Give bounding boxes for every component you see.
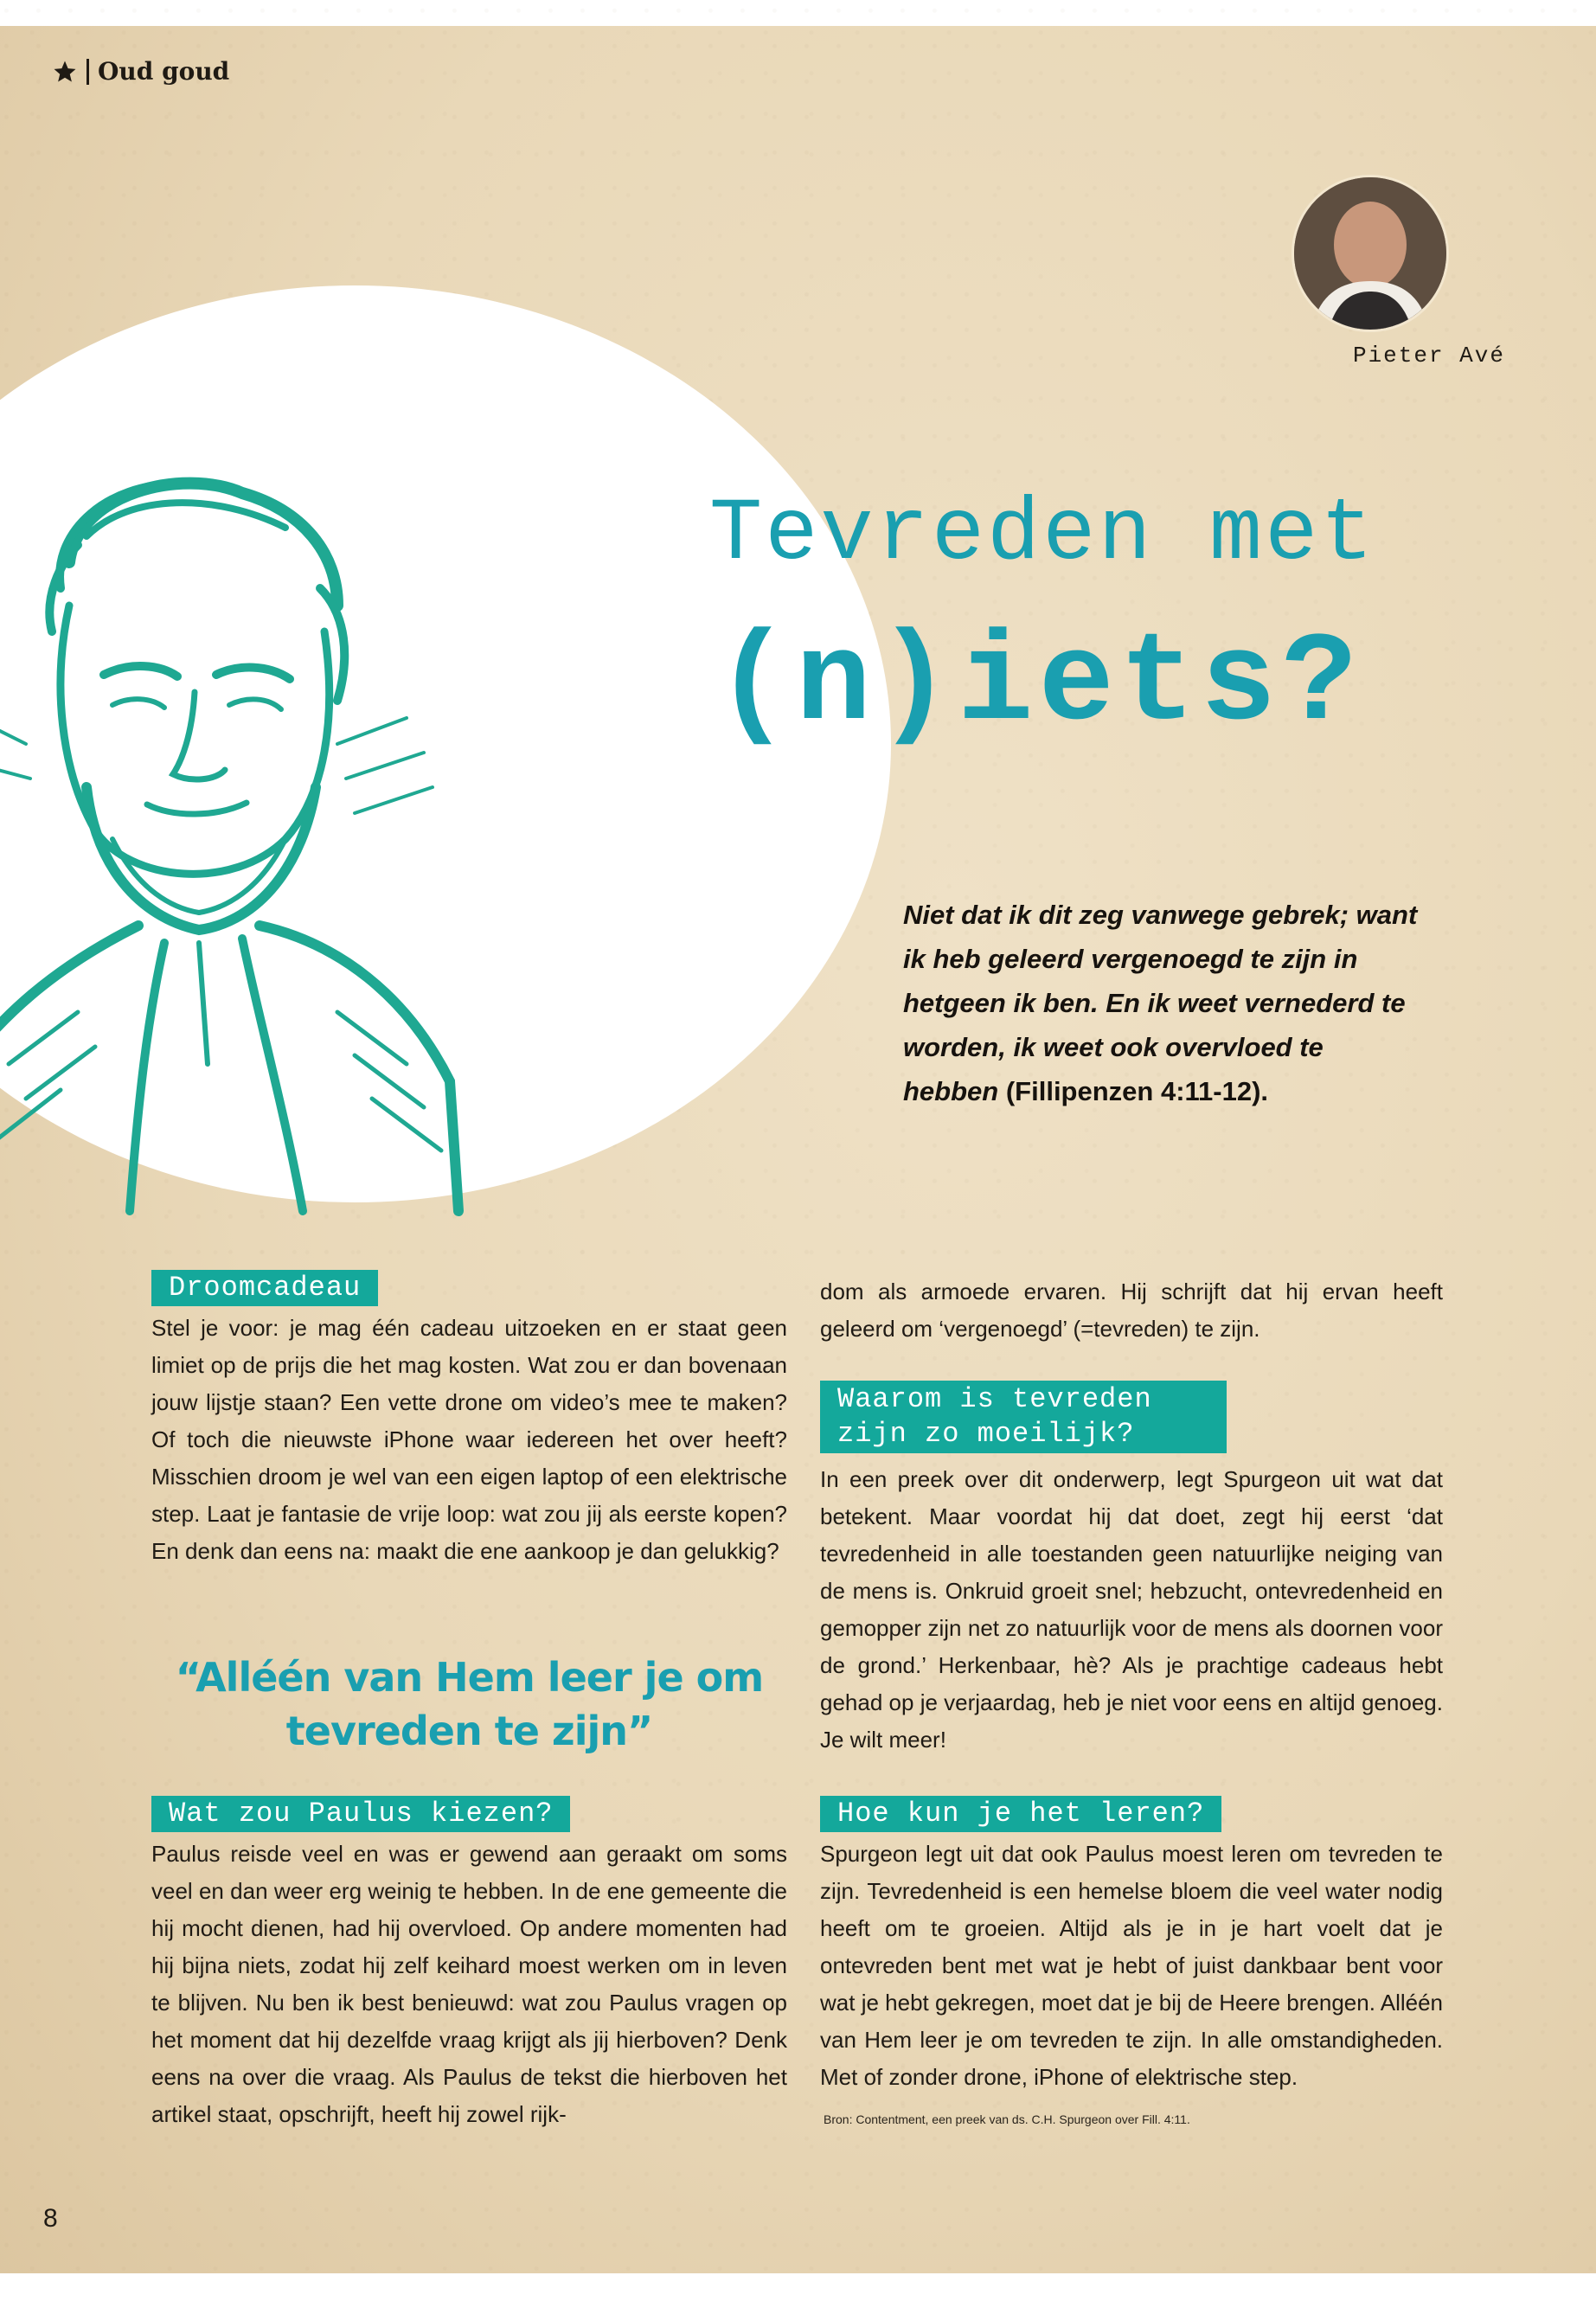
paragraph-paulus-continued: dom als armoede ervaren. Hij schrijft dat hij ervan heeft geleerd om ‘vergenoegd’ (=tevreden) te zijn.	[820, 1279, 1443, 1342]
top-margin	[0, 0, 1596, 26]
paragraph-droomcadeau: Stel je voor: je mag één cadeau uitzoeken en er staat geen limiet op de prijs die het mag kosten. Wat zou er dan bovenaan jouw lijstje staan? Een vette drone om video’s mee te maken? Of toch die nieuwste iPhone waar iedereen het over heeft? Misschien droom je wel van een eigen laptop of een elektrische step. Laat je fantasie de vrije loop: wat zou jij als eerste kopen? En denk dan eens na: maakt die ene aankoop je dan gelukkig?	[151, 1315, 787, 1564]
tag-separator	[87, 59, 89, 85]
intro-quote	[903, 893, 1422, 1113]
section-label: Oud goud	[98, 57, 230, 86]
heading-waarom: Waarom is tevreden zijn zo moeilijk?	[820, 1381, 1227, 1453]
title-line-2: (n)iets?	[715, 612, 1362, 756]
author-photo	[1292, 175, 1449, 332]
paragraph-waarom: In een preek over dit onderwerp, legt Spurgeon uit wat dat betekent. Maar voordat hij dat doet, zegt hij eerst ‘dat tevredenheid in alle toestanden geen natuurlijke neiging van de mens is. Onkruid groeit snel; hebzucht, ontevredenheid en gemopper zijn net zo natuurlijk voor de mens als doornen voor de grond.’ Herkenbaar, hè? Als je prachtige cadeaus hebt gehad op je verjaardag, heb je niet voor eens en altijd genoeg. Je wilt meer!	[820, 1466, 1443, 1753]
heading-paulus: Wat zou Paulus kiezen?	[151, 1796, 570, 1832]
page-number: 8	[43, 2204, 58, 2233]
author-avatar-icon	[1294, 177, 1446, 330]
bottom-margin	[0, 2273, 1596, 2301]
intro-quote-text: Niet dat ik dit zeg vanwege gebrek; want ik heb geleerd vergenoegd te zijn in hetgeen ik ben. En ik weet vernederd te worden, ik weet ook overvloed te hebben	[903, 900, 1418, 1106]
paragraph-paulus: Paulus reisde veel en was er gewend aan geraakt om soms veel en dan weer erg weinig te hebben. In de ene gemeente die hij mocht dienen, had hij overvloed. Op andere momenten had hij bijna niets, zodat hij zelf keihard moest werken om in leven te blijven. Nu ben ik best benieuwd: wat zou Paulus vragen op het moment dat hij dezelfde vraag krijgt als jij hierboven? Denk eens na over die vraag. Als Paulus de tekst die hierboven het artikel staat, opschrijft, heeft hij zowel rijk-	[151, 1841, 787, 2127]
author-name: Pieter Avé	[1352, 343, 1505, 369]
title-line-1: Tevreden met	[709, 484, 1376, 585]
heading-leren: Hoe kun je het leren?	[820, 1796, 1221, 1832]
paragraph-leren: Spurgeon legt uit dat ook Paulus moest leren om tevreden te zijn. Tevredenheid is een hemelse bloem die veel water nodig heeft om te groeien. Altijd als je in je hart voelt dat je ontevreden bent met wat je hebt of juist dankbaar bent voor wat je hebt gekregen, moet dat je bij de Heere brengen. Alléén van Hem leer je om tevreden te zijn. In alle omstandigheden. Met of zonder drone, iPhone of elektrische step.	[820, 1841, 1443, 2090]
star-icon	[52, 59, 78, 85]
spurgeon-engraving	[0, 458, 528, 1220]
intro-reference: (Fillipenzen 4:11-12).	[998, 1076, 1269, 1106]
source-note: Bron: Contentment, een preek van ds. C.H. Spurgeon over Fill. 4:11.	[824, 2112, 1190, 2126]
pull-quote: “Alléén van Hem leer je om tevreden te zijn”	[175, 1654, 764, 1754]
heading-droomcadeau: Droomcadeau	[151, 1270, 378, 1306]
section-tag	[52, 57, 229, 86]
